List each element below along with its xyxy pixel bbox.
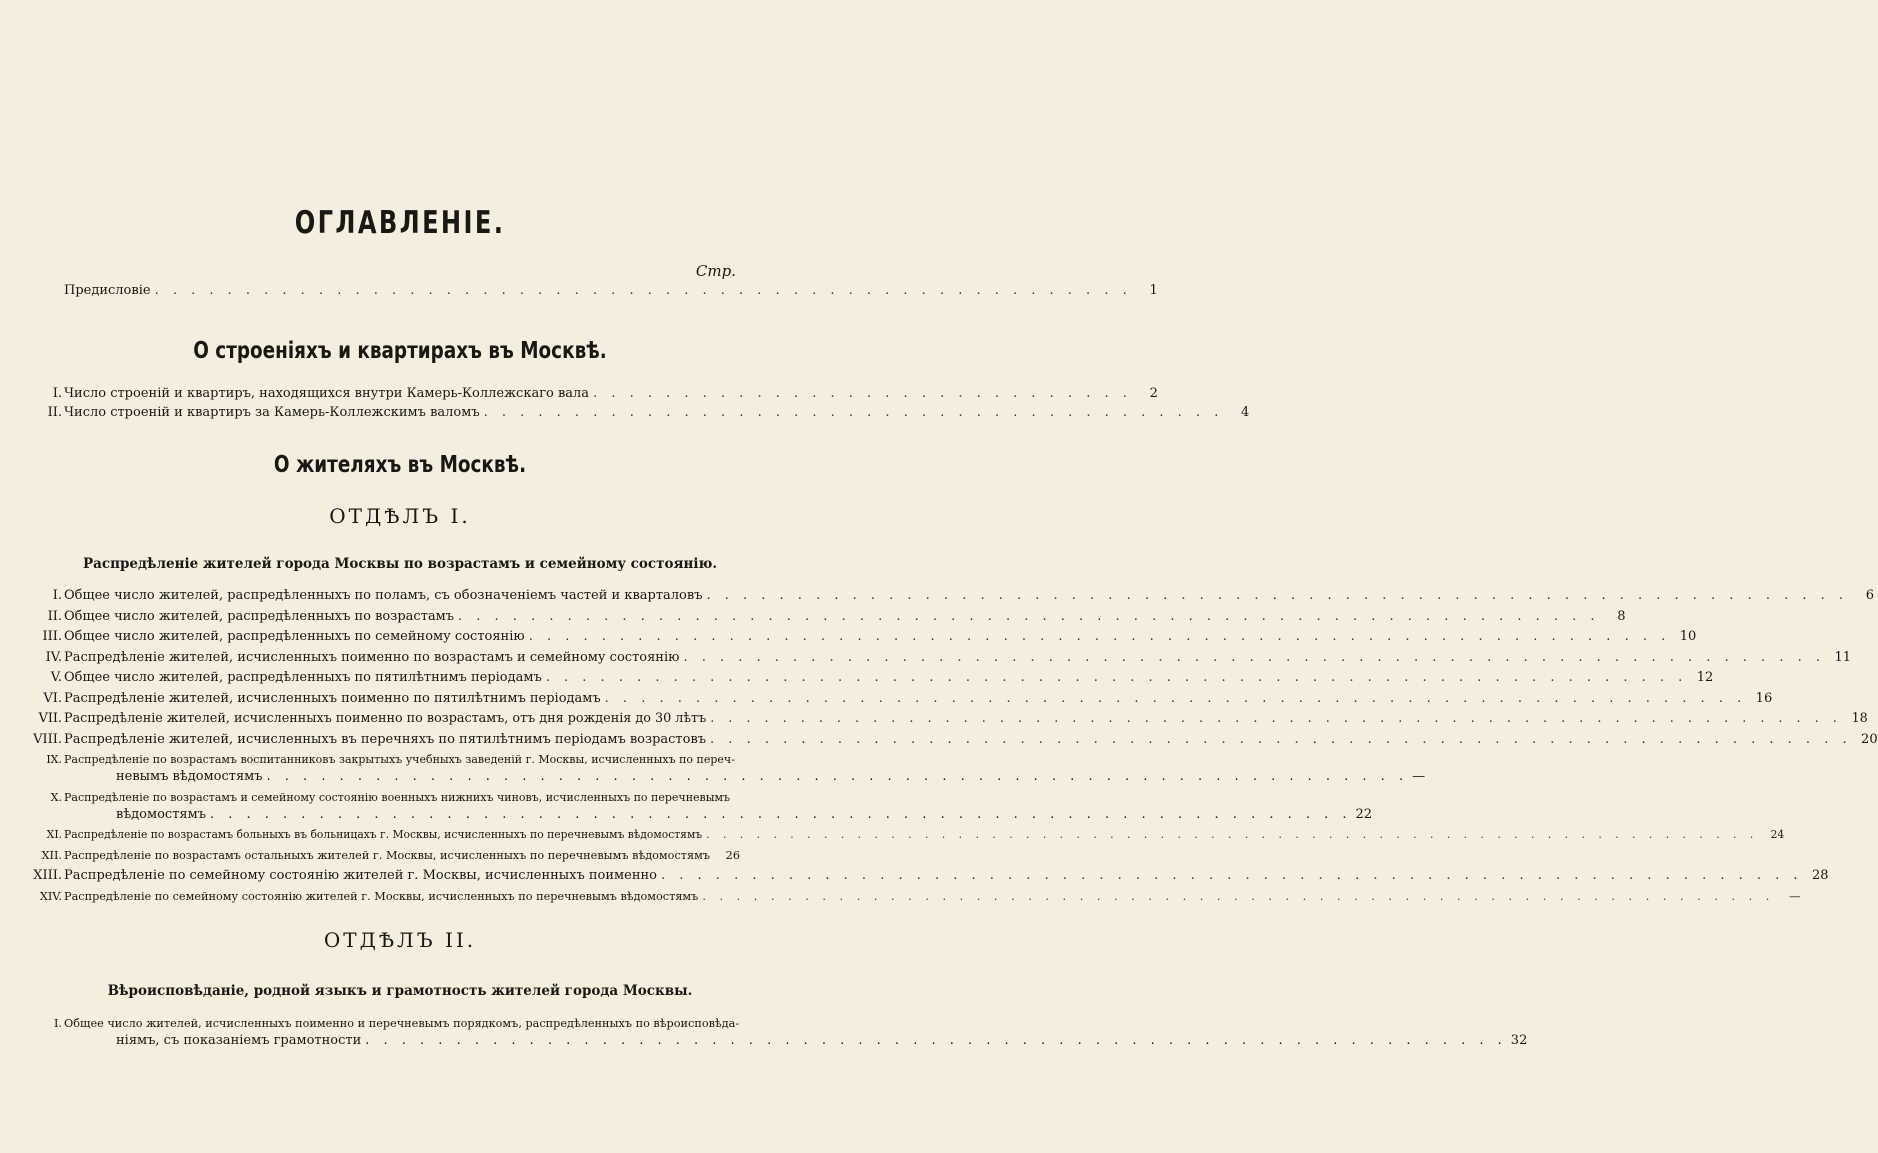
entry-page: 18 xyxy=(1851,711,1868,726)
entry-number: XIV. xyxy=(39,889,62,903)
part-title-1: ОТДѢЛЪ I. xyxy=(329,504,471,528)
entry-number: IX. xyxy=(46,753,62,766)
entry-number: VI. xyxy=(43,690,62,706)
entry-text-continued: невымъ вѣдомостямъ xyxy=(116,769,263,784)
entry-text: Распредѣленіе по семейному состоянію жителей г. Москвы, исчисленныхъ по перечневымъ вѣдомостямъ xyxy=(64,889,699,903)
entry-text: Распредѣленіе жителей, исчисленныхъ поименно по возрастамъ и семейному состоянію xyxy=(64,649,680,665)
part-subtitle-1: Распредѣленіе жителей города Москвы по возрастамъ и семейному состоянію. xyxy=(82,556,718,572)
entry-number: X. xyxy=(50,790,62,804)
entry-page: 22 xyxy=(1355,806,1373,822)
toc-entry xyxy=(52,588,1875,604)
toc-entry-continuation xyxy=(116,1033,1528,1049)
entry-page: 10 xyxy=(1679,629,1697,644)
leader-dots: . . . . . . . . . . . . . . . . . . . . . . . . . . . . . . . . . . . . . . . . . . . . . . . . . . . . . . . . . . . . . . . xyxy=(710,711,1842,726)
leader-dots: . . . . . . . . . . . . . . . . . . . . . . . . . . . . . . . . . . . . . . . . . . . . . . . . . . . . . . . . . . . . . . . xyxy=(458,608,1600,624)
entry-text: Распредѣленіе по возрастамъ остальныхъ жителей г. Москвы, исчисленныхъ по перечневымъ вѣдомостямъ xyxy=(64,848,710,862)
entry-page: 24 xyxy=(1770,828,1785,841)
leader-dots: . . . . . . . . . . . . . . . . . . . . . . . . . . . . . . . . . . . . . . . . . . . . . . . . . . . . . . . . . . . . . . . xyxy=(528,629,1671,644)
toc-entry xyxy=(45,649,1851,666)
leader-dots: . . . . . . . . . . . . . . . . . . . . . . . . . . . . . . . . . . . . . . . . . . . . . . . . . . . . . . . . . . . . . . . xyxy=(702,889,1775,903)
toc-entry-continuation xyxy=(116,769,1426,785)
toc-entry xyxy=(42,629,1697,645)
entry-text: Распредѣленіе по семейному состоянію жителей г. Москвы, исчисленныхъ поименно xyxy=(64,868,658,883)
entry-text: Общее число жителей, распредѣленныхъ по возрастамъ xyxy=(64,608,455,624)
toc-entry xyxy=(46,827,1785,843)
toc-entry-preface xyxy=(64,283,1158,299)
entry-text: Распредѣленіе жителей, исчисленныхъ въ перечняхъ по пятилѣтнимъ періодамъ возрастовъ xyxy=(64,731,707,747)
leader-dots: . . . . . . . . . . . . . . . . . . . . . . . . . . . . . . . . . . . . . . . . . . . . . . . . . . . . . . . . . . . . . . . xyxy=(661,868,1803,883)
toc-entry xyxy=(43,690,1773,707)
entry-text: Общее число жителей, распредѣленныхъ по пятилѣтнимъ періодамъ xyxy=(64,670,542,685)
entry-number: I. xyxy=(52,588,62,603)
toc-entry xyxy=(52,386,1158,402)
leader-dots: . . . . . . . . . . . . . . . . . . . . . . . . . . . . . . . . . . . . . . . . . . . . . . . . . . . . . . . . . . . . . . . xyxy=(545,670,1688,685)
entry-text-continued: вѣдомостямъ xyxy=(116,806,206,822)
toc-entry xyxy=(38,711,1868,727)
entry-page: 28 xyxy=(1812,868,1829,883)
entry-text-continued: ніямъ, съ показаніемъ грамотности xyxy=(116,1033,362,1048)
entry-number: I. xyxy=(53,1017,62,1030)
toc-entry xyxy=(39,889,1801,905)
entry-text: Число строеній и квартиръ, находящихся внутри Камерь-Коллежскаго вала xyxy=(64,386,590,401)
entry-text: Общее число жителей, распредѣленныхъ по поламъ, съ обозначеніемъ частей и кварталовъ xyxy=(64,588,703,603)
toc-entry xyxy=(47,608,1626,625)
toc-entry xyxy=(47,405,1250,421)
entry-text: Предисловіе xyxy=(64,283,151,298)
entry-number: I. xyxy=(52,386,62,401)
entry-page: — xyxy=(1789,889,1801,903)
entry-page: 6 xyxy=(1865,588,1875,603)
entry-number: III. xyxy=(42,629,62,644)
entry-page: — xyxy=(1412,769,1426,784)
entry-page: 32 xyxy=(1510,1033,1528,1048)
page-column-label: Стр. xyxy=(695,262,736,280)
leader-dots: . . . . . . . . . . . . . . . . . . . . . . . . . . . . . . . . . . . . . . . . . . . . . . . . . . . . . . . . . . . . . . . xyxy=(604,690,1747,706)
entry-page: 16 xyxy=(1755,690,1773,706)
leader-dots: . . . . . . . . . . . . . . . . . . . . . . . . . . . . . . . . . . . . . . . . . . . . . . . . . . . . . . . . . . . . . . . xyxy=(710,731,1852,747)
section-heading-buildings: О строеніяхъ и квартирахъ въ Москвѣ. xyxy=(193,338,607,364)
entry-text: Распредѣленіе по возрастамъ и семейному состоянію военныхъ нижнихъ чиновъ, исчисленныхъ по перечневымъ xyxy=(64,790,731,804)
entry-page: 26 xyxy=(725,848,740,862)
leader-dots: . . . . . . . . . . . . . . . . . . . . . . . . . . . . . . . . . . . . . . . . . . . . . . . . . . . . . . . . . . . . . . . xyxy=(266,769,1409,784)
entry-number: II. xyxy=(47,608,62,624)
entry-number: XII. xyxy=(41,848,62,862)
toc-entry xyxy=(33,731,1878,748)
entry-text: Распредѣленіе жителей, исчисленныхъ поименно по возрастамъ, отъ дня рожденія до 30 лѣтъ xyxy=(64,711,707,726)
entry-number: XIII. xyxy=(33,868,62,883)
leader-dots: . . . . . . . . . . . . . . . . . . . . . . . . . . . . . . xyxy=(593,386,1132,401)
leader-dots: . . . . . . . . . . . . . . . . . . . . . . . . . . . . . . . . . . . . . . . . . . . . . . . . . . . . . . . . . . . . . . . xyxy=(209,806,1352,822)
entry-text: Распредѣленіе жителей, исчисленныхъ поименно по пятилѣтнимъ періодамъ xyxy=(64,690,601,706)
entry-text: Общее число жителей, распредѣленныхъ по семейному состоянію xyxy=(64,629,525,644)
entry-page: 4 xyxy=(1241,405,1250,420)
leader-dots: . . . . . . . . . . . . . . . . . . . . . . . . . . . . . . . . . . . . . . . . . . . . . . . . . . . . . . . . . . . . . . . xyxy=(706,588,1849,603)
toc-entry xyxy=(53,1016,740,1032)
entry-number: XI. xyxy=(46,828,62,841)
page-title: ОГЛАВЛЕНІЕ. xyxy=(294,205,506,241)
toc-entry xyxy=(50,670,1714,686)
entry-number: VIII. xyxy=(33,731,62,747)
part-subtitle-2: Вѣроисповѣданіе, родной языкъ и грамотность жителей города Москвы. xyxy=(107,983,693,999)
entry-page: 11 xyxy=(1834,649,1851,665)
entry-number: V. xyxy=(50,670,62,685)
entry-text: Распредѣленіе по возрастамъ воспитанниковъ закрытыхъ учебныхъ заведеній г. Москвы, исчисленныхъ по переч- xyxy=(64,753,735,766)
entry-page: 20 xyxy=(1861,731,1878,747)
entry-page: 12 xyxy=(1696,670,1714,685)
leader-dots: . . . . . . . . . . . . . . . . . . . . . . . . . . . . . . . . . . . . . . . . . . . . . . . . . . . . . . . . . . . . . . . xyxy=(706,828,1759,841)
leader-dots: . . . . . . . . . . . . . . . . . . . . . . . . . . . . . . . . . . . . . . . . . xyxy=(483,405,1224,420)
entry-number: IV. xyxy=(45,649,62,665)
leader-dots: . . . . . . . . . . . . . . . . . . . . . . . . . . . . . . . . . . . . . . . . . . . . . . . . . . . . . . . . . . . . . . . xyxy=(365,1033,1507,1048)
toc-entry xyxy=(46,752,740,768)
entry-page: 8 xyxy=(1617,608,1626,624)
section-heading-residents: О жителяхъ въ Москвѣ. xyxy=(273,452,527,478)
entry-number: II. xyxy=(47,405,62,420)
toc-entry xyxy=(41,848,740,864)
leader-dots: . . . . . . . . . . . . . . . . . . . . . . . . . . . . . . . . . . . . . . . . . . . . . . . . . . . . . . xyxy=(154,283,1132,298)
entry-page: 1 xyxy=(1149,283,1158,298)
entry-text: Число строеній и квартиръ за Камерь-Коллежскимъ валомъ xyxy=(64,405,480,420)
leader-dots: . . . . . . . . . . . . . . . . . . . . . . . . . . . . . . . . . . . . . . . . . . . . . . . . . . . . . . . . . . . . . . . xyxy=(683,649,1825,665)
entry-page: 2 xyxy=(1149,386,1158,401)
entry-text: Распредѣленіе по возрастамъ больныхъ въ больницахъ г. Москвы, исчисленныхъ по перечневымъ вѣдомостямъ xyxy=(64,828,703,841)
part-title-2: ОТДѢЛЪ II. xyxy=(323,928,477,952)
entry-text: Общее число жителей, исчисленныхъ поименно и перечневымъ порядкомъ, распредѣленныхъ по вѣроисповѣда- xyxy=(64,1017,740,1030)
toc-entry-continuation xyxy=(116,806,1373,823)
entry-number: VII. xyxy=(38,711,62,726)
toc-entry xyxy=(33,868,1829,884)
toc-entry xyxy=(50,790,740,806)
